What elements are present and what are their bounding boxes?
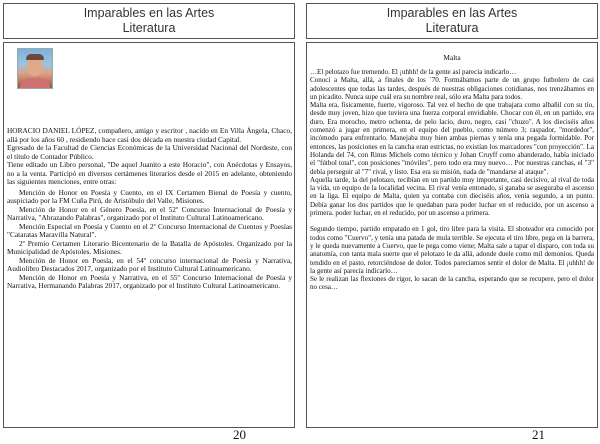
bio-paragraph: Egresado de la Facultad de Ciencias Económicas de la Universidad Nacional del Nordeste, con el título de Contador Público. [7, 143, 292, 161]
bio-paragraph: HORACIO DANIEL LÓPEZ, compañero, amigo y escritor , nacido en En Villa Ángela, Chaco, allá por los años 60 , residiendo hace casi dos década en nuestra ciudad Capital. [7, 126, 292, 144]
page-number: 20 [233, 427, 246, 442]
story-paragraph: Aquella tarde, la del pelotazo, recibían en un partido muy importante, casi decisivo, al rival de toda la vida, un equipo de la localidad vecina. El rival venía entonado, si ganaba se aseguraba el ascenso en la liga. El equipo de Malta, quien ya contaba con dieciséis años, venía segundo, a un punto. Debía ganar los dos partidos que le quedaban para poder luchar en el reducido, por un ascenso a primera. poder luchar, en el reducido, por un ascenso a primera. [310, 175, 594, 218]
story-title: Malta [443, 53, 461, 62]
right-page-content [306, 42, 598, 428]
award-item: Mención de Honor en el Género Poesía, en el 52º Concurso Internacional de Poesía y Narrativa, "Abrazando Palabras", organizado por el Instituto Cultural Latinoamericano. [7, 204, 292, 222]
award-item: Mención de Honor en Poesía y Narrativa, en el 55º Concurso Internacional de Poesía y Narrativa, Hermanando Palabras 2017, organizado por el Instituto Cultural Latinoamericano. [7, 272, 292, 290]
story-paragraph: …El pelotazo fue tremendo. El ¡uhhh! de la gente así parecía indicarlo… [310, 68, 517, 76]
award-item: Mención de Honor en Poesía, en el 54º concurso internacional de Poesía y Narrativa, Audiolibro Destacados 2017, organizado por el Instituto Cultural Latinoamericano. [7, 255, 292, 273]
page-number: 21 [532, 427, 545, 442]
header-subtitle: Literatura [122, 21, 176, 35]
header-subtitle: Literatura [425, 21, 479, 35]
left-page-header [3, 3, 295, 39]
left-page-content [3, 42, 295, 428]
story-body [310, 68, 594, 292]
header-title: Imparables en las Artes [83, 6, 215, 20]
story-paragraph: Conocí a Malta, allá, a finales de los ´70. Formábamos parte de un grupo futbolero de casi adolescentes que todas las tardes, después de nuestras obligaciones cotidianas, nos trenzábamos en un picadito. Nunca supe cuál era su nombre real, sólo era Malta para todos. [310, 76, 594, 101]
author-bio [7, 127, 292, 291]
story-paragraph: Segundo tiempo, partido empatado en 1 gol, tiro libre para la visita. El shoteador era conocido por todos como "Cuervo", y tenía una patada de mula terrible. Se ejecuta el tiro libre, pega en la barrera, y le queda nuevamente a Cuervo, que le pega como viene; Malta sale a tapar el disparo, con toda su anatomía, con tanta mala suerte que el pelotazo le da allá, adonde duele como mil demonios. Queda tendido en el pasto, retorciéndose de dolor. Todos pareciamos sentir el dolor de Malta. El ¡uhhh! de la gente así parecía indicarlo… [310, 225, 594, 275]
bio-paragraph: Tiene editado un Libro personal, "De aquel Juanito a este Horacio", con Anécdotas y Ensayos, no a la venta. Participó en diversos certámenes literarios desde el 2015 en adelante, obteniendo las siguientes menciones, entre otras: [7, 160, 292, 186]
story-paragraph: Malta era, físicamente, fuerte, vigoroso. Tal vez el hecho de que trabajara como albañil con su tío, desde muy joven, hizo que tuviera una fuerza corporal envidiable. Chocar con él, en un partido, era duro. Era morocho, metro ochenta, de pelo lacio, duro, negro, casi "chuzo". A los dieciséis años comenzó a jugar en primera, en el equipo del pueblo, como número 3; raspador, "mordedor", incómodo para enfrentarlo. Manejaba muy bien ambas piernas y tenía una pegada formidable. Por entonces, las posiciones en la cancha eran estrictas, no existían los marcadores "con proyección". La Holanda del 74, con Rinus Michels como técnico y Johan Cruyff como abanderado, había iniciado el "fútbol total", con posiciones "móviles", pero todo era muy nuevo… Por nuestras canchas, el "3" debía perseguir al "7" rival, y listo. Esa era su misión, nada de "mandarse al ataque". [310, 101, 594, 176]
right-page-header [306, 3, 598, 39]
left-page [0, 0, 298, 444]
award-item: 2º Premio Certamen Literario Bicentenario de la Batalla de Apóstoles. Organizado por la Municipalidad de Apóstoles. Misiones. [7, 238, 292, 256]
award-item: Mención de Honor en Poesía y Cuento, en el IX Certamen Bienal de Poesía y cuento, auspiciado por la FM Cuña Pirú, de Aristóbulo del Valle, Misiones. [7, 187, 292, 205]
awards-list [7, 189, 292, 291]
right-page [302, 0, 600, 444]
award-item: Mención Especial en Poesía y Cuento en el 2º Concurso Internacional de Cuentos y Poesías "Cataratas Maravilla Natural". [7, 221, 292, 239]
author-portrait-icon [17, 48, 53, 89]
story-paragraph: Se le realizan las flexiones de rigor, lo sacan de la cancha, esperando que se recupere, pero el dolor no cesa… [310, 275, 594, 292]
header-title: Imparables en las Artes [386, 6, 518, 20]
